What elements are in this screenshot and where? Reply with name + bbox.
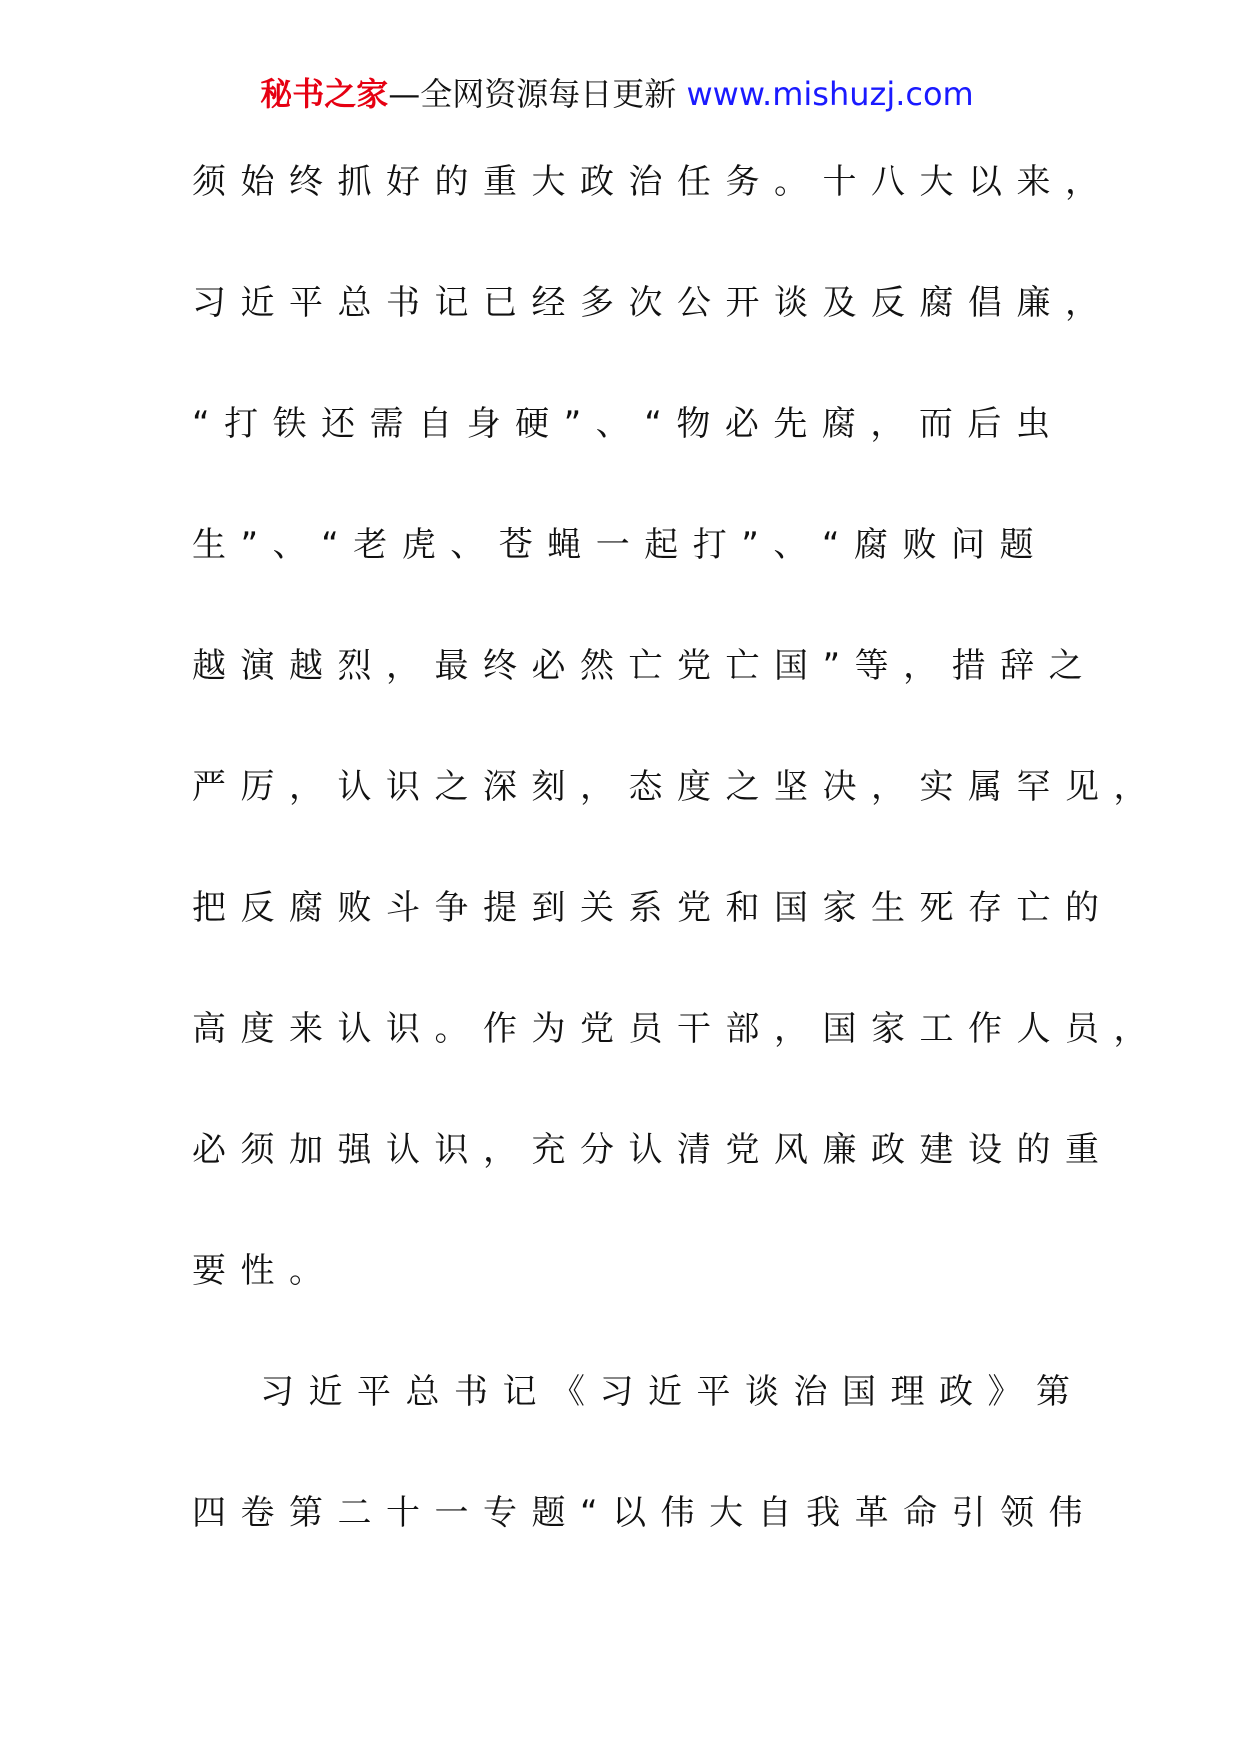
- text-line: 把反腐败斗争提到关系党和国家生死存亡的: [192, 888, 1114, 928]
- site-header: [0, 72, 1234, 116]
- text-line: 高度来认识。作为党员干部，国家工作人员，: [192, 1009, 1162, 1049]
- text-line: 习近平总书记已经多次公开谈及反腐倡廉，: [192, 283, 1114, 323]
- text-line: 四卷第二十一专题“以伟大自我革命引领伟: [192, 1493, 1098, 1533]
- site-tagline: —全网资源每日更新: [388, 75, 687, 113]
- text-line: 必须加强认识，充分认清党风廉政建设的重: [192, 1130, 1114, 1170]
- text-line: 越演越烈，最终必然亡党亡国”等，措辞之: [192, 646, 1098, 686]
- text-line: 须始终抓好的重大政治任务。十八大以来，: [192, 162, 1114, 202]
- site-brand: 秘书之家: [260, 75, 389, 113]
- text-line: 要性。: [192, 1251, 338, 1291]
- site-url-link[interactable]: www.mishuzj.com: [686, 75, 974, 113]
- text-line: “打铁还需自身硬”、“物必先腐，而后虫: [192, 404, 1065, 444]
- document-body: [192, 150, 1162, 1602]
- text-line: 严厉，认识之深刻，态度之坚决，实属罕见，: [192, 767, 1162, 807]
- paragraph-start-line: 习近平总书记《习近平谈治国理政》第: [260, 1372, 1085, 1412]
- text-line: 生”、“老虎、苍蝇一起打”、“腐败问题: [192, 525, 1048, 565]
